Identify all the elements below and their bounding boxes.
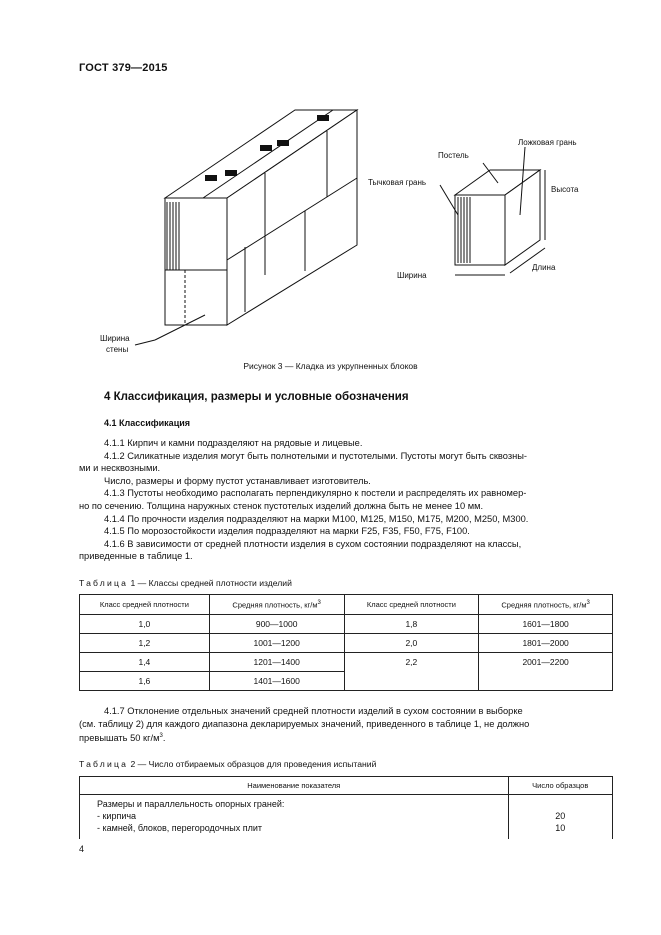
masonry-wall-drawing xyxy=(95,100,365,360)
density-classes-table xyxy=(79,594,613,691)
para-4-1-3a: 4.1.3 Пустоты необходимо располагать перпендикулярно к постели и распределять их равномер- xyxy=(104,488,527,499)
para-4-1-2b: ми и несквозными. xyxy=(79,463,161,474)
height-label: Высота xyxy=(551,185,579,194)
samples-table xyxy=(79,776,613,839)
figure-caption: Рисунок 3 — Кладка из укрупненных блоков xyxy=(243,361,418,371)
wall-width-label-2: стены xyxy=(106,345,129,354)
stretcher-face-label: Ложковая грань xyxy=(518,138,577,147)
table-row: 1,6 1401—1600 xyxy=(80,672,613,691)
length-label: Длина xyxy=(532,263,556,272)
paragraph-4-1-7: 4.1.7 Отклонение отдельных значений средней плотности изделий в сухом состоянии в выборке (см. таблицу 2) для каждого диапазона декларируемых значений, приведенного в таблице 1, не должно превышать 50 $кг/м^3$. xyxy=(79,706,530,744)
table-row: 1,2 1001—1200 2,0 1801—2000 xyxy=(80,634,613,653)
t1-header: Класс средней плотности xyxy=(80,595,210,615)
table-row: 1,0 900—1000 1,8 1601—1800 xyxy=(80,615,613,634)
document-code: ГОСТ 379—2015 xyxy=(79,62,168,74)
para-4-1-6b: приведенные в таблице 1. xyxy=(79,551,193,562)
block-drawing xyxy=(390,125,600,295)
para-4-1-2c: Число, размеры и форму пустот устанавливает изготовитель. xyxy=(104,475,371,486)
bed-label: Постель xyxy=(438,151,469,160)
para-4-1-1: 4.1.1 Кирпич и камни подразделяют на рядовые и лицевые. xyxy=(104,438,363,448)
para-4-1-6a: 4.1.6 В зависимости от средней плотности изделия в сухом состоянии подразделяют на классы, xyxy=(104,538,522,549)
table1-caption: Таблица 1 — Классы средней плотности изделий xyxy=(79,578,292,588)
para-4-1-2a: 4.1.2 Силикатные изделия могут быть полнотелыми и пустотелыми. Пустоты могут быть сквозны- xyxy=(104,450,528,461)
t2-header: Наименование показателя xyxy=(80,777,509,795)
table2-caption: Таблица 2 — Число отбираемых образцов для проведения испытаний xyxy=(79,759,377,769)
t2-header: Число образцов xyxy=(508,777,613,795)
wall-width-label: Ширина xyxy=(100,334,130,343)
paragraph-block xyxy=(79,437,617,563)
t1-header: Класс средней плотности xyxy=(344,595,479,615)
t1-header: Средняя плотность, $кг/м^3$ xyxy=(209,595,344,615)
subsection-title: 4.1 Классификация xyxy=(104,418,191,428)
t1-header: Средняя плотность, $кг/м^3$ xyxy=(479,595,613,615)
para-4-1-5: 4.1.5 По морозостойкости изделия подразделяют на марки F25, F35, F50, F75, F100. xyxy=(104,526,470,537)
section-title: 4 Классификация, размеры и условные обозначения xyxy=(104,391,409,403)
table-row: 1,4 1201—1400 2,2 2001—2200 xyxy=(80,653,613,672)
page-number: 4 xyxy=(79,844,85,854)
width-label: Ширина xyxy=(397,271,427,280)
header-face-label: Тычковая грань xyxy=(368,178,427,187)
table-row: Размеры и параллельность опорных граней: - кирпича - камней, блоков, перегородочных плит 20 10 xyxy=(80,795,613,840)
para-4-1-4: 4.1.4 По прочности изделия подразделяют на марки М100, М125, М150, М175, М200, М250, М300. xyxy=(104,513,529,524)
para-4-1-3b: но по сечению. Толщина наружных стенок пустотелых изделий должна быть не менее 10 мм. xyxy=(79,500,484,511)
